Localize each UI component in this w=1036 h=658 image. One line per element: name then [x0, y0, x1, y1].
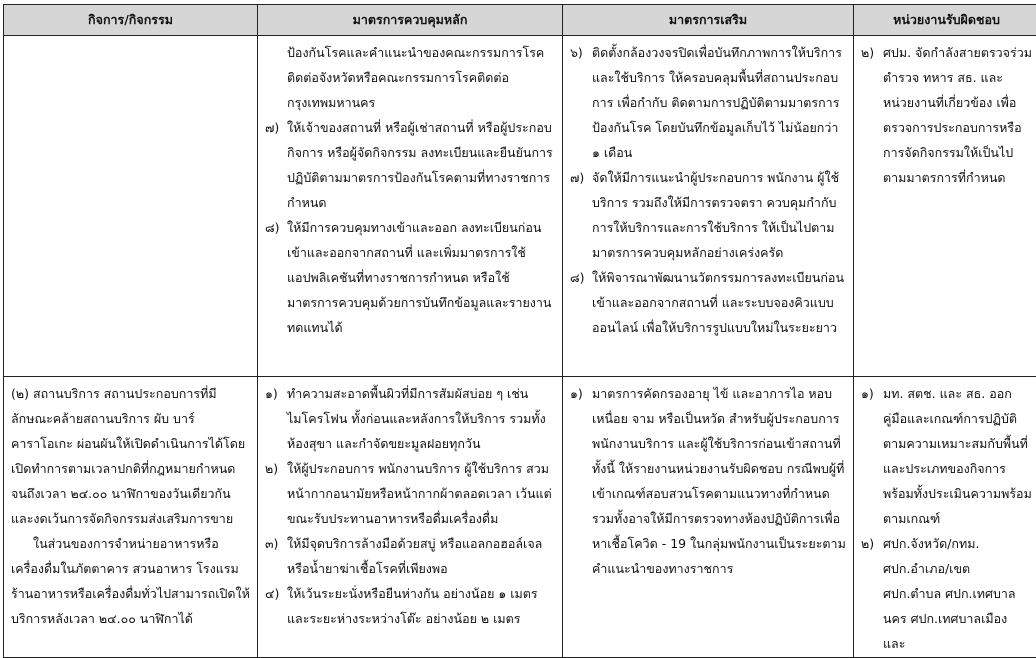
list-item — [265, 531, 555, 581]
item-text: ให้เจ้าของสถานที่ หรือผู้เช่าสถานที่ หรือผู้ประกอบกิจการ หรือผู้จัดกิจกรรม ลงทะเบียนและยืนยันการปฏิบัติตามมาตรการป้องกันโรคตามที่ทางราชการกำหนด — [287, 115, 555, 215]
item-number: ๘) — [570, 265, 592, 340]
list-item — [570, 165, 846, 265]
activity-cell — [4, 36, 258, 377]
item-number: ๓) — [265, 531, 287, 581]
list-item — [570, 40, 846, 165]
main-measures-cell — [258, 36, 563, 377]
header-activity: กิจการ/กิจกรรม — [4, 5, 258, 36]
item-number: ๑) — [570, 381, 592, 581]
measures-table — [3, 4, 1036, 658]
item-text: มท. สตช. และ สธ. ออกคู่มือและเกณฑ์การปฏิบัติตามความเหมาะสมกับพื้นที่และประเภทของกิจการ พร้อมทั้งประเมินความพร้อมตามเกณฑ์ — [883, 381, 1032, 531]
list-item — [570, 265, 846, 340]
table-row — [4, 36, 1036, 377]
item-text: ทำความสะอาดพื้นผิวที่มีการสัมผัสบ่อย ๆ เช่น ไมโครโฟน ทั้งก่อนและหลังการให้บริการ รวมทั้งห้องสุขา และกำจัดขยะมูลฝอยทุกวัน — [287, 381, 555, 456]
activity-paragraph: (๒) สถานบริการ สถานประกอบการที่มีลักษณะคล้ายสถานบริการ ผับ บาร์ คาราโอเกะ ผ่อนผันให้เปิดดำเนินการได้โดยเปิดทำการตามเวลาปกติที่กฎหมายกำหนด จนถึงเวลา ๒๔.๐๐ นาฬิกาของวันเดียวกันและงดเว้นการจัดกิจกรรมส่งเสริมการขาย — [11, 381, 250, 531]
list-item — [265, 115, 555, 215]
list-item — [570, 381, 846, 581]
item-number: ๒) — [861, 40, 883, 190]
item-text: ศปม. จัดกำลังสายตรวจร่วม ตำรวจ ทหาร สธ. และหน่วยงานที่เกี่ยวข้อง เพื่อตรวจการประกอบการหรือการจัดกิจกรรมให้เป็นไปตามมาตรการที่กำหนด — [883, 40, 1032, 190]
header-row — [4, 5, 1036, 36]
item-number: ๗) — [265, 115, 287, 215]
item-text: ติดตั้งกล้องวงจรปิดเพื่อบันทึกภาพการให้บริการและใช้บริการ ให้ครอบคลุมพื้นที่สถานประกอบการ เพื่อกำกับ ติดตามการปฏิบัติตามมาตรการป้องกันโรค โดยบันทึกข้อมูลเก็บไว้ ไม่น้อยกว่า ๑ เดือน — [592, 40, 846, 165]
list-item — [861, 381, 1032, 531]
list-item — [861, 531, 1032, 656]
header-additional-measures: มาตรการเสริม — [563, 5, 854, 36]
list-item — [265, 456, 555, 531]
list-item — [265, 581, 555, 631]
item-text: ให้พิจารณาพัฒนานวัตกรรมการลงทะเบียนก่อนเข้าและออกจากสถานที่ และระบบจองคิวแบบออนไลน์ เพื่อให้บริการรูปแบบใหม่ในระยะยาว — [592, 265, 846, 340]
list-item — [265, 215, 555, 340]
responsible-agency-cell — [854, 377, 1036, 658]
table-row — [4, 377, 1036, 658]
additional-measures-cell — [563, 36, 854, 377]
header-responsible-agency: หน่วยงานรับผิดชอบ — [854, 5, 1036, 36]
activity-paragraph: ในส่วนของการจำหน่ายอาหารหรือเครื่องดื่มในภัตตาคาร สวนอาหาร โรงแรม ร้านอาหารหรือเครื่องดื่มทั่วไปสามารถเปิดให้บริการหลังเวลา ๒๔.๐๐ นาฬิกาได้ — [11, 531, 250, 631]
item-text: ให้เว้นระยะนั่งหรือยืนห่างกัน อย่างน้อย ๑ เมตร และระยะห่างระหว่างโต๊ะ อย่างน้อย ๒ เมตร — [287, 581, 555, 631]
item-number: ๑) — [861, 381, 883, 531]
item-number: ๖) — [570, 40, 592, 165]
list-item — [265, 40, 555, 115]
item-text: ป้องกันโรคและคำแนะนำของคณะกรรมการโรคติดต่อจังหวัดหรือคณะกรรมการโรคติดต่อกรุงเทพมหานคร — [287, 40, 555, 115]
item-text: ให้มีจุดบริการล้างมือด้วยสบู่ หรือแอลกอฮอล์เจล หรือน้ำยาฆ่าเชื้อโรคที่เพียงพอ — [287, 531, 555, 581]
item-text: ศปก.จังหวัด/กทม. ศปก.อำเภอ/เขต ศปก.ตำบล ศปก.เทศบาลนคร ศปก.เทศบาลเมือง และ — [883, 531, 1032, 656]
item-text: มาตรการคัดกรองอายุ ไข้ และอาการไอ หอบเหนื่อย จาม หรือเป็นหวัด สำหรับผู้ประกอบการ พนักงานบริการ และผู้ใช้บริการก่อนเข้าสถานที่ ทั้งนี้ ให้รายงานหน่วยงานรับผิดชอบ กรณีพบผู้ที่เข้าเกณฑ์สอบสวนโรคตามแนวทางที่กำหนด รวมทั้งอาจให้มีการตรวจทางห้องปฏิบัติการเพื่อหาเชื้อโควิด - 19 ในกลุ่มพนักงานเป็นระยะตามคำแนะนำของทางราชการ — [592, 381, 846, 581]
item-number: ๘) — [265, 215, 287, 340]
item-number — [265, 40, 287, 115]
responsible-agency-cell — [854, 36, 1036, 377]
list-item — [265, 381, 555, 456]
item-number: ๗) — [570, 165, 592, 265]
item-number: ๑) — [265, 381, 287, 456]
item-text: จัดให้มีการแนะนำผู้ประกอบการ พนักงาน ผู้ใช้บริการ รวมถึงให้มีการตรวจตรา ควบคุมกำกับการให้บริการและการใช้บริการ ให้เป็นไปตามมาตรการควบคุมหลักอย่างเคร่งครัด — [592, 165, 846, 265]
item-number: ๒) — [861, 531, 883, 656]
additional-measures-cell — [563, 377, 854, 658]
main-measures-cell — [258, 377, 563, 658]
item-text: ให้ผู้ประกอบการ พนักงานบริการ ผู้ใช้บริการ สวมหน้ากากอนามัยหรือหน้ากากผ้าตลอดเวลา เว้นแต่ขณะรับประทานอาหารหรือดื่มเครื่องดื่ม — [287, 456, 555, 531]
activity-cell — [4, 377, 258, 658]
list-item — [861, 40, 1032, 190]
item-text: ให้มีการควบคุมทางเข้าและออก ลงทะเบียนก่อนเข้าและออกจากสถานที่ และเพิ่มมาตรการใช้แอปพลิเคชันที่ทางราชการกำหนด หรือใช้มาตรการควบคุมด้วยการบันทึกข้อมูลและรายงานทดแทนได้ — [287, 215, 555, 340]
header-main-measures: มาตรการควบคุมหลัก — [258, 5, 563, 36]
item-number: ๔) — [265, 581, 287, 631]
item-number: ๒) — [265, 456, 287, 531]
